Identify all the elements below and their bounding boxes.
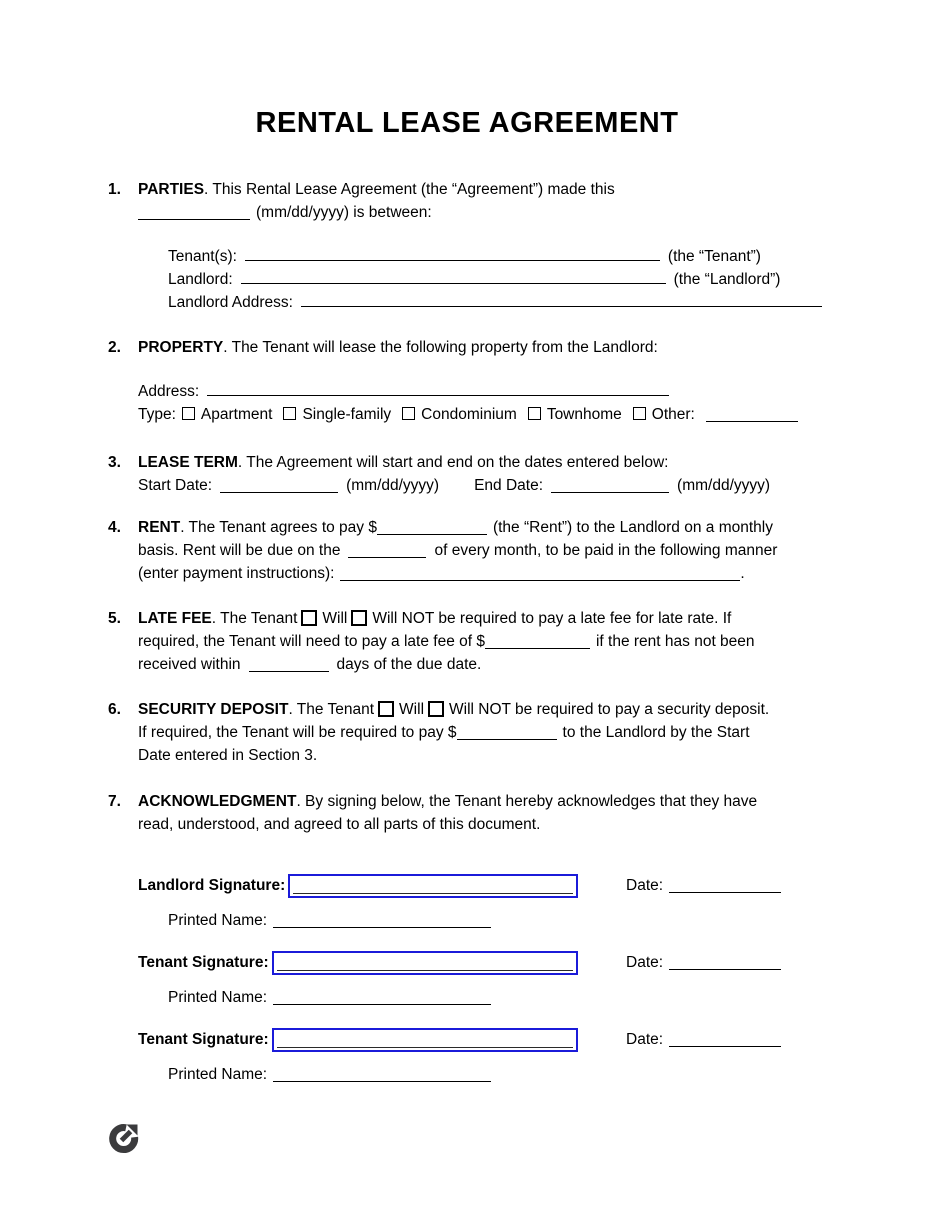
checkbox-single-family[interactable] [283, 407, 296, 420]
date-label: Date: [626, 877, 664, 894]
section-number: 1. [108, 181, 121, 198]
section-text: of every month, to be paid in the following manner [434, 542, 778, 559]
start-date-hint: (mm/dd/yyyy) [346, 477, 440, 494]
section-text: received within [138, 656, 241, 673]
landlord-signature-input[interactable] [288, 874, 578, 898]
option-label: Condominium [421, 406, 517, 423]
section-acknowledgment [108, 790, 848, 836]
section-number: 2. [108, 339, 121, 356]
printed-name-label: Printed Name: [168, 912, 268, 929]
deposit-amount-field [457, 724, 557, 740]
late-fee-amount-field [485, 633, 590, 649]
section-heading: PROPERTY [138, 339, 224, 356]
checkbox-other[interactable] [633, 407, 646, 420]
option-label: Other: [651, 406, 695, 423]
end-date-hint: (mm/dd/yyyy) [677, 477, 771, 494]
section-text: basis. Rent will be due on the [138, 542, 341, 559]
late-fee-days-field [249, 656, 329, 672]
section-rent [108, 516, 848, 585]
address-label: Address: [138, 383, 200, 400]
circular-arrow-logo [106, 1120, 142, 1156]
landlord-address-row [168, 291, 830, 314]
section-security-deposit [108, 698, 848, 767]
section-text: (enter payment instructions): [138, 565, 335, 582]
checkbox-deposit-will[interactable] [378, 701, 394, 717]
section-text: days of the due date. [336, 656, 482, 673]
landlord-signature-group [138, 872, 878, 932]
will-label: Will [322, 610, 348, 627]
tenant-name-field [245, 245, 660, 261]
checkbox-late-fee-will-not[interactable] [351, 610, 367, 626]
tenant-signature-label: Tenant Signature: [138, 954, 269, 971]
section-text: (mm/dd/yyyy) is between: [256, 204, 432, 221]
section-property [108, 336, 848, 426]
checkbox-apartment[interactable] [182, 407, 195, 420]
date-label: Date: [626, 1031, 664, 1048]
landlord-signature-label: Landlord Signature: [138, 877, 286, 894]
printed-name-label: Printed Name: [168, 1066, 268, 1083]
section-text: If required, the Tenant will be required to pay $ [138, 724, 457, 741]
section-text: required, the Tenant will need to pay a late fee of $ [138, 633, 485, 650]
tenant-signature-input-1[interactable] [272, 951, 578, 975]
address-row [138, 380, 830, 403]
signature-row [138, 1026, 878, 1054]
section-heading: RENT [138, 519, 181, 536]
tenant-date-field-1 [669, 954, 781, 970]
section-heading: LATE FEE [138, 610, 212, 627]
checkbox-condominium[interactable] [402, 407, 415, 420]
section-text: . The Tenant [288, 701, 375, 718]
section-number: 4. [108, 519, 121, 536]
tenant-signature-input-2[interactable] [272, 1028, 578, 1052]
section-text: if the rent has not been [595, 633, 755, 650]
type-label: Type: [138, 406, 176, 423]
tenant-suffix: (the “Tenant”) [667, 248, 761, 265]
landlord-name-field [241, 268, 666, 284]
landlord-address-field [301, 291, 822, 307]
section-text: Will NOT be required to pay a late fee for late rate. If [372, 610, 732, 627]
tenant-signature-group-2 [138, 1026, 878, 1086]
section-late-fee [108, 607, 848, 676]
landlord-printed-name-field [273, 912, 491, 928]
rent-due-day-field [348, 542, 426, 558]
section-text: Will NOT be required to pay a security deposit. [449, 701, 770, 718]
tenant-printed-name-field-1 [273, 989, 491, 1005]
tenant-signature-label: Tenant Signature: [138, 1031, 269, 1048]
tenant-date-field-2 [669, 1031, 781, 1047]
section-heading: PARTIES [138, 181, 205, 198]
printed-name-label: Printed Name: [168, 989, 268, 1006]
end-date-field [551, 477, 669, 493]
will-label: Will [399, 701, 425, 718]
signature-area [138, 872, 878, 1086]
section-text: (the “Rent”) to the Landlord on a monthly [492, 519, 773, 536]
property-address-field [207, 380, 669, 396]
lease-dates-row [138, 474, 830, 497]
option-label: Townhome [546, 406, 622, 423]
tenant-row [168, 245, 830, 268]
start-date-field [220, 477, 338, 493]
start-date-label: Start Date: [138, 477, 213, 494]
section-number: 5. [108, 610, 121, 627]
tenant-printed-name-field-2 [273, 1066, 491, 1082]
landlord-date-field [669, 877, 781, 893]
section-parties [108, 178, 848, 314]
end-date-label: End Date: [474, 477, 544, 494]
section-text: . The Tenant will lease the following property from the Landlord: [223, 339, 658, 356]
section-heading: ACKNOWLEDGMENT [138, 793, 297, 810]
section-text: . [740, 565, 745, 582]
section-lease-term [108, 451, 848, 497]
section-text: . The Tenant [211, 610, 298, 627]
payment-instructions-field [340, 565, 740, 581]
property-type-row [138, 403, 830, 426]
option-label: Apartment [200, 406, 273, 423]
printed-name-row [168, 986, 878, 1009]
checkbox-townhome[interactable] [528, 407, 541, 420]
checkbox-deposit-will-not[interactable] [428, 701, 444, 717]
section-text: . This Rental Lease Agreement (the “Agreement”) made this [204, 181, 615, 198]
other-type-field [706, 406, 798, 422]
section-heading: SECURITY DEPOSIT [138, 701, 289, 718]
tenant-label: Tenant(s): [168, 248, 237, 265]
agreement-date-field [138, 204, 250, 220]
signature-row [138, 872, 878, 900]
landlord-suffix: (the “Landlord”) [673, 271, 781, 288]
signature-row [138, 949, 878, 977]
section-text: to the Landlord by the Start [562, 724, 750, 741]
page-title: RENTAL LEASE AGREEMENT [255, 107, 679, 139]
rent-amount-field [377, 519, 487, 535]
tenant-signature-group-1 [138, 949, 878, 1009]
section-number: 7. [108, 793, 121, 810]
option-label: Single-family [302, 406, 392, 423]
section-text: . By signing below, the Tenant hereby acknowledges that they have [296, 793, 758, 810]
section-text: . The Agreement will start and end on the dates entered below: [237, 454, 669, 471]
section-number: 6. [108, 701, 121, 718]
section-text: read, understood, and agreed to all parts of this document. [138, 816, 541, 833]
section-number: 3. [108, 454, 121, 471]
date-label: Date: [626, 954, 664, 971]
section-text: Date entered in Section 3. [138, 747, 318, 764]
section-heading: LEASE TERM [138, 454, 238, 471]
printed-name-row [168, 1063, 878, 1086]
printed-name-row [168, 909, 878, 932]
landlord-label: Landlord: [168, 271, 233, 288]
landlord-address-label: Landlord Address: [168, 294, 293, 311]
landlord-row [168, 268, 830, 291]
section-text: . The Tenant agrees to pay $ [180, 519, 377, 536]
checkbox-late-fee-will[interactable] [301, 610, 317, 626]
